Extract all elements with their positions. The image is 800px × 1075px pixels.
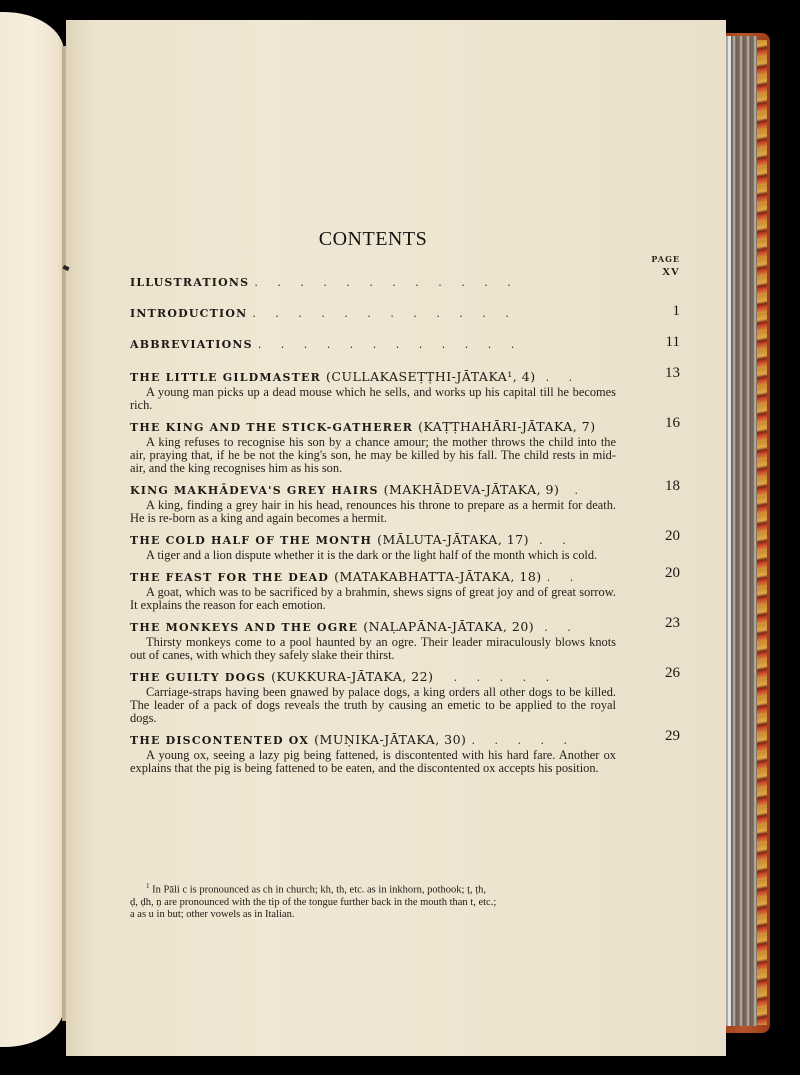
leader-dots: . . . . . . . . . . . .: [257, 338, 523, 351]
contents-list: [130, 266, 680, 782]
entry-description: A young ox, seeing a lazy pig being fattened, is discontented with his hard fare. Another ox explains that the pig is being fattened to be eaten, and the discontented ox accepts his position.: [130, 748, 616, 775]
entry-description: Carriage-straps having been gnawed by palace dogs, a king orders all other dogs to be killed. The leader of a pack of dogs reveals the truth by causing an emetic to be applied to the royal dogs.: [130, 685, 616, 725]
entry-description: A tiger and a lion dispute whether it is the dark or the light half of the month which is cold.: [146, 548, 598, 562]
leader-dots: . . . . .: [453, 671, 558, 684]
leader-dots: . .: [544, 621, 579, 634]
page-column-label: PAGE: [651, 254, 680, 264]
contents-entry: [130, 528, 680, 562]
entry-description: A young man picks up a dead mouse which he sells, and works up his capital till he becomes rich.: [130, 385, 616, 412]
contents-entry: [130, 303, 680, 331]
contents-entry: [130, 478, 680, 525]
leader-dots: . . . . .: [471, 734, 575, 747]
entry-heading: THE LITTLE GILDMASTER: [130, 371, 321, 384]
contents-entry: [130, 365, 680, 412]
entry-page-number: 11: [665, 334, 680, 350]
entry-description: A king, finding a grey hair in his head, renounces his throne to prepare as a hermit for death. He is re-born as a king and again becomes a hermit.: [130, 498, 616, 525]
contents-entry: [130, 728, 680, 775]
contents-entry: [130, 266, 680, 300]
leader-dots: . .: [545, 371, 581, 384]
entry-page-number: 1: [672, 303, 680, 319]
entry-heading: THE DISCONTENTED OX: [130, 734, 310, 747]
entry-jataka-ref: (KUKKURA-JĀTAKA, 22): [271, 669, 434, 684]
footnote-line-2: ḍ, ḍh, ṇ are pronounced with the tip of the tongue further back in the mouth than t, etc.;: [130, 896, 497, 908]
footnote-marker: 1: [146, 882, 150, 890]
leader-dots: . .: [539, 534, 574, 547]
entry-heading: THE COLD HALF OF THE MONTH: [130, 534, 373, 547]
facing-left-page: [0, 12, 64, 1047]
entry-page-number: 29: [665, 728, 680, 744]
entry-heading: THE GUILTY DOGS: [130, 671, 267, 684]
entry-heading: ABBREVIATIONS: [130, 338, 253, 351]
contents-entry: [130, 415, 680, 475]
entry-page-number: 20: [665, 565, 680, 581]
entry-heading: INTRODUCTION: [130, 307, 248, 320]
entry-heading: KING MAKHĀDEVA'S GREY HAIRS: [130, 484, 379, 497]
entry-jataka-ref: (KAṬṬHAHĀRI-JĀTAKA, 7): [418, 419, 596, 434]
entry-description: Thirsty monkeys come to a pool haunted by an ogre. Their leader miraculously blows knots out of canes, with which they safely slake their thirst.: [130, 635, 616, 662]
entry-jataka-ref: (CULLAKASEṬṬHI-JĀTAKA¹, 4): [326, 369, 536, 384]
page-title: CONTENTS: [318, 228, 428, 250]
marbled-edge: [757, 40, 767, 1025]
footnote: [130, 880, 620, 921]
entry-page-number: XV: [662, 266, 680, 278]
entry-jataka-ref: (NAḶAPĀNA-JĀTAKA, 20): [363, 619, 535, 634]
entry-jataka-ref: (MATAKABHATTA-JĀTAKA, 18): [334, 569, 542, 584]
entry-jataka-ref: (MĀLUTA-JĀTAKA, 17): [377, 532, 530, 547]
entry-page-number: 16: [665, 415, 680, 431]
contents-page: [66, 20, 726, 1056]
entry-heading: ILLUSTRATIONS: [130, 276, 250, 289]
contents-entry: [130, 615, 680, 662]
entry-page-number: 26: [665, 665, 680, 681]
leader-dots: . . . . . . . . . . . .: [254, 276, 519, 289]
entry-description: A king refuses to recognise his son by a chance amour; the mother throws the child into the air, praying that, if he be not the king's son, he may be killed by his fall. The child rests in mid-air, and the king recognises him as his son.: [130, 435, 616, 475]
contents-entry: [130, 565, 680, 612]
leader-dots: .: [574, 484, 586, 497]
footnote-line-1: In Pāli c is pronounced as ch in church; kh, th, etc. as in inkhorn, pothook; ṭ, ṭh,: [152, 884, 487, 896]
footnote-line-3: a as u in but; other vowels as in Italian.: [130, 908, 295, 920]
entry-heading: THE KING AND THE STICK-GATHERER: [130, 421, 414, 434]
leader-dots: . .: [546, 571, 582, 584]
entry-heading: THE MONKEYS AND THE OGRE: [130, 621, 359, 634]
entry-page-number: 23: [665, 615, 680, 631]
page-stack-edge: [724, 36, 758, 1026]
entry-heading: THE FEAST FOR THE DEAD: [130, 571, 330, 584]
contents-entry: [130, 334, 680, 362]
entry-page-number: 13: [665, 365, 680, 381]
entry-page-number: 20: [665, 528, 680, 544]
entry-page-number: 18: [665, 478, 680, 494]
contents-entry: [130, 665, 680, 725]
entry-jataka-ref: (MUṆIKA-JĀTAKA, 30): [314, 732, 467, 747]
entry-jataka-ref: (MAKHĀDEVA-JĀTAKA, 9): [383, 482, 560, 497]
entry-description: A goat, which was to be sacrificed by a brahmin, shews signs of great joy and of great sorrow. It explains the reason for each emotion.: [130, 585, 616, 612]
leader-dots: . . . . . . . . . . . .: [252, 307, 517, 320]
